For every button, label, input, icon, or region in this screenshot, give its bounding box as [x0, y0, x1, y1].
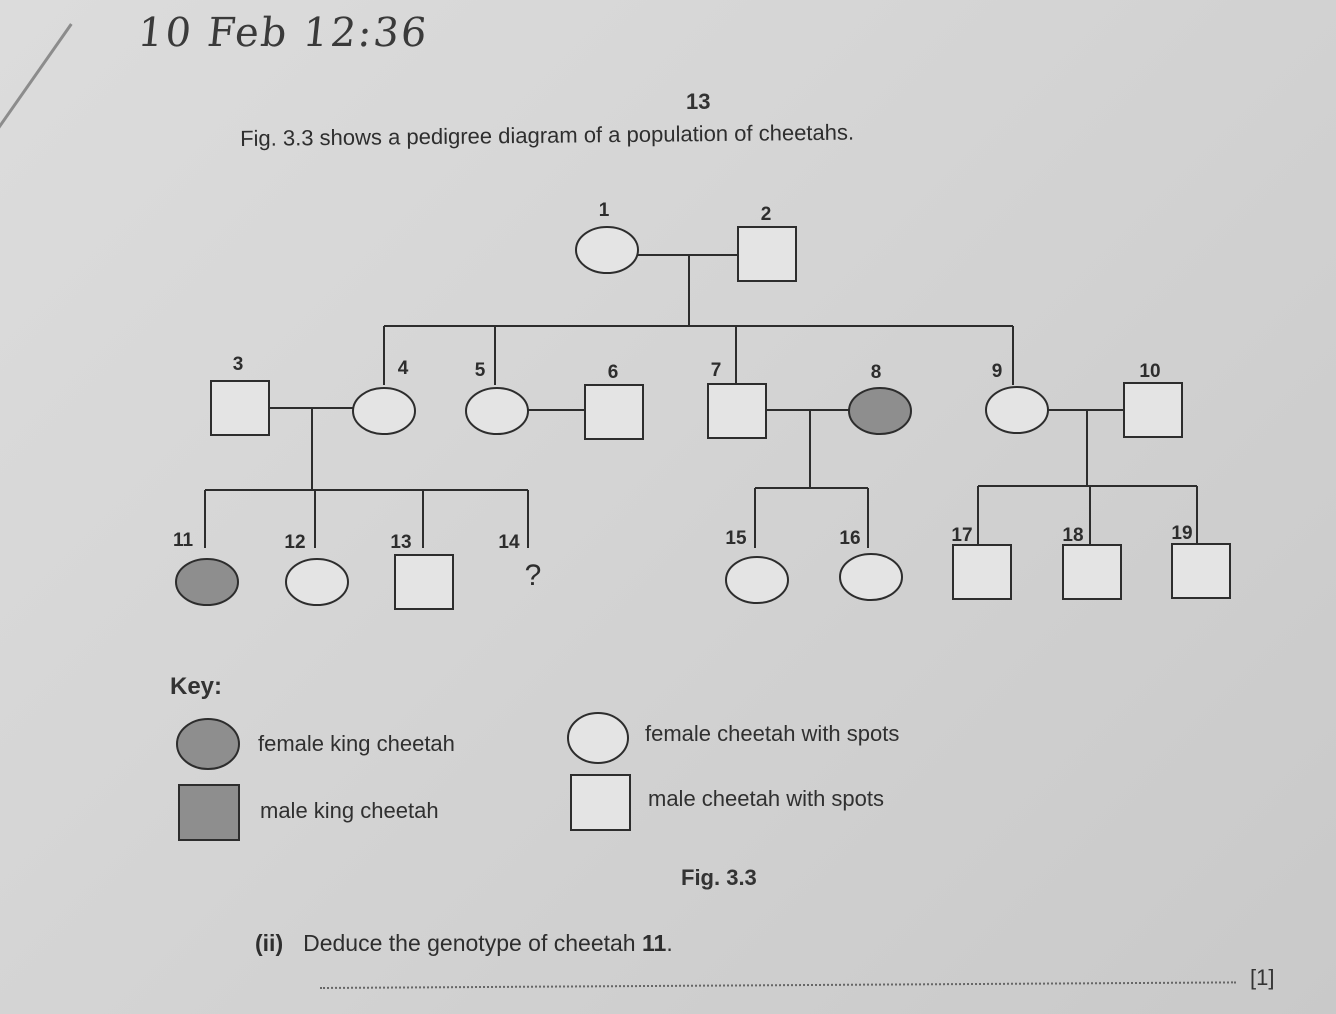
individual-label: 19: [1171, 523, 1193, 544]
question-cheetah-number: 11: [641, 930, 667, 956]
individual-label: 9: [991, 361, 1003, 382]
male-symbol: [1124, 383, 1182, 437]
pedigree-individual-19: [1171, 523, 1230, 598]
female-symbol: [840, 554, 902, 600]
key-symbols-left: [170, 710, 250, 850]
female-symbol: [986, 387, 1048, 433]
pedigree-individual-9: [986, 361, 1048, 433]
question: [255, 930, 673, 957]
male-symbol: [953, 545, 1011, 599]
pedigree-individual-3: [211, 354, 269, 435]
female-symbol: [466, 388, 528, 434]
individual-label: 7: [710, 360, 722, 381]
pedigree-individual-16: [839, 528, 902, 600]
female-symbol: [353, 388, 415, 434]
female-symbol: [286, 559, 348, 605]
pedigree-individual-6: [585, 362, 643, 439]
pedigree-individual-10: [1124, 361, 1182, 437]
individual-label: 4: [397, 358, 409, 379]
individual-label: 16: [839, 528, 861, 549]
male-symbol: [1172, 544, 1230, 598]
individual-label: 10: [1139, 361, 1161, 382]
key-male-king-label: male king cheetah: [260, 798, 439, 823]
male-symbol: [738, 227, 796, 281]
key-male-spots-label: male cheetah with spots: [648, 786, 885, 811]
individual-label: 13: [390, 532, 412, 553]
pedigree-individual-15: [725, 528, 788, 603]
pedigree-individual-12: [284, 532, 348, 605]
individual-label: 5: [474, 360, 486, 381]
key-female-king-label: female king cheetah: [258, 731, 455, 756]
individual-label: 3: [232, 354, 244, 375]
individual-label: 2: [760, 204, 772, 225]
question-part: (ii): [255, 930, 284, 956]
female-symbol: [726, 557, 788, 603]
key-female-king-symbol: [177, 719, 239, 769]
female-symbol: [176, 559, 238, 605]
individual-label: 18: [1062, 525, 1084, 546]
question-text: Deduce the genotype of cheetah: [303, 930, 642, 956]
question-end: .: [666, 930, 673, 956]
individual-label: 11: [172, 530, 194, 551]
individual-label: 14: [498, 532, 520, 553]
figure-caption: Fig. 3.3 shows a pedigree diagram of a population of cheetahs.: [240, 119, 855, 151]
pedigree-individual-13: [390, 532, 453, 609]
male-symbol: [585, 385, 643, 439]
individual-label: 8: [870, 362, 882, 383]
individual-label: 15: [725, 528, 747, 549]
pedigree-individual-5: [466, 360, 528, 434]
handwritten-note: 10 Feb 12:36: [135, 10, 431, 56]
figure-label: Fig. 3.3: [681, 865, 757, 890]
male-symbol: [211, 381, 269, 435]
key-symbols-right: [560, 705, 640, 840]
pedigree-individual-18: [1062, 525, 1121, 599]
individual-label: 1: [598, 200, 610, 221]
pedigree-lines: [205, 255, 1197, 548]
female-symbol: [576, 227, 638, 273]
pedigree-individual-2: [738, 204, 796, 281]
individual-label: 17: [951, 525, 973, 546]
male-symbol: [395, 555, 453, 609]
female-symbol: [849, 388, 911, 434]
individual-label: 12: [284, 532, 306, 553]
pedigree-individual-1: [576, 200, 638, 273]
individual-label: 6: [607, 362, 619, 383]
pedigree-individual-17: [951, 525, 1011, 599]
key-title: Key:: [170, 673, 223, 700]
pedigree-individual-14: [498, 532, 541, 592]
key-female-spots-symbol: [568, 713, 628, 763]
mark-allocation: [1]: [1250, 965, 1275, 990]
key-male-king-symbol: [179, 785, 239, 840]
male-symbol: [708, 384, 766, 438]
page-number: 13: [686, 89, 711, 114]
male-symbol: [1063, 545, 1121, 599]
key-male-spots-symbol: [571, 775, 630, 830]
unknown-symbol: ?: [524, 559, 542, 592]
pedigree-individual-8: [849, 362, 911, 434]
key-female-spots-label: female cheetah with spots: [645, 721, 900, 746]
